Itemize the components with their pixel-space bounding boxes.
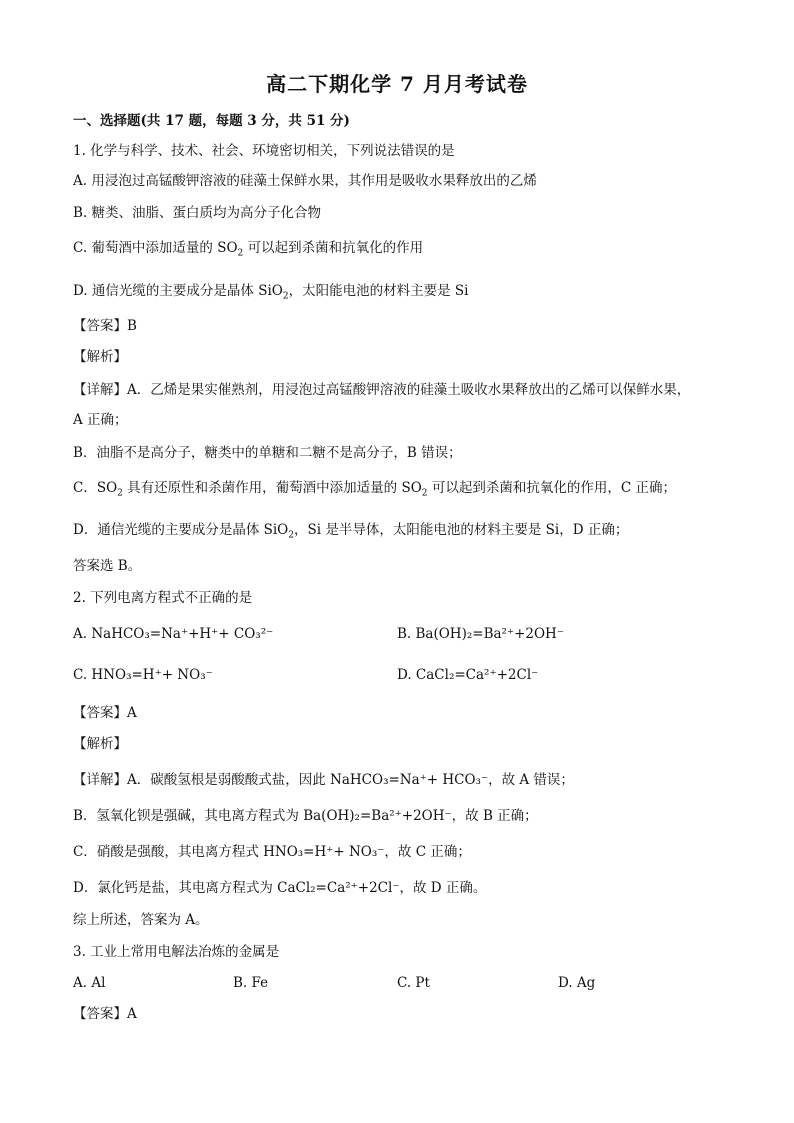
q1-option-b: B. 糖类、油脂、蛋白质均为高分子化合物 xyxy=(73,205,322,221)
q1-detail-4-sub: 2 xyxy=(288,530,294,541)
q2-analysis: 【解析】 xyxy=(73,736,127,752)
q2-detail-3: C．硝酸是强酸，其电离方程式 HNO₃=H⁺+ NO₃⁻，故 C 正确； xyxy=(73,844,471,860)
q2-option-c: C. HNO₃=H⁺+ NO₃⁻ xyxy=(73,667,213,683)
q2-option-d: D. CaCl₂=Ca²⁺+2Cl⁻ xyxy=(397,667,539,683)
q1-detail-3-text-3: 可以起到杀菌和抗氧化的作用，C 正确； xyxy=(427,480,676,496)
q1-answer: 【答案】B xyxy=(73,318,137,334)
q1-detail-3-text: C．SO xyxy=(73,480,118,496)
q1-c-text: C. 葡萄酒中添加适量的 SO xyxy=(73,240,238,256)
page-title: 高二下期化学 7 月月考试卷 xyxy=(266,72,528,96)
q2-detail-2: B．氢氧化钡是强碱，其电离方程式为 Ba(OH)₂=Ba²⁺+2OH⁻，故 B 正确； xyxy=(73,808,538,824)
q1-d-text: D. 通信光缆的主要成分是晶体 SiO xyxy=(73,283,283,299)
q1-stem: 1. 化学与科学、技术、社会、环境密切相关，下列说法错误的是 xyxy=(73,143,455,159)
section-heading: 一、选择题(共 17 题，每题 3 分，共 51 分) xyxy=(73,113,350,129)
q2-option-a: A. NaHCO₃=Na⁺+H⁺+ CO₃²⁻ xyxy=(73,626,274,642)
q2-stem: 2. 下列电离方程式不正确的是 xyxy=(73,590,253,606)
q3-option-c: C. Pt xyxy=(397,975,430,991)
q1-detail-4 xyxy=(73,520,628,540)
q2-detail-1: 【详解】A．碳酸氢根是弱酸酸式盐，因此 NaHCO₃=Na⁺+ HCO₃⁻，故 A 错误； xyxy=(73,772,574,788)
q1-detail-4-text: D．通信光缆的主要成分是晶体 SiO xyxy=(73,522,289,538)
q2-conclusion: 综上所述，答案为 A。 xyxy=(73,912,209,928)
q2-detail-4: D．氯化钙是盐，其电离方程式为 CaCl₂=Ca²⁺+2Cl⁻，故 D 正确。 xyxy=(73,880,487,896)
q1-detail-3-text-2: 具有还原性和杀菌作用，葡萄酒中添加适量的 SO xyxy=(122,480,422,496)
q1-detail-2: B．油脂不是高分子，糖类中的单糖和二糖不是高分子，B 错误； xyxy=(73,445,462,461)
q1-c-sub: 2 xyxy=(237,248,244,259)
q1-detail-1: 【详解】A．乙烯是果实催熟剂，用浸泡过高锰酸钾溶液的硅藻土吸收水果释放出的乙烯可以保鲜水果， xyxy=(73,382,691,398)
q3-stem: 3. 工业上常用电解法冶炼的金属是 xyxy=(73,944,280,960)
q1-detail-3-sub: 2 xyxy=(117,488,123,499)
q1-detail-3-sub-2: 2 xyxy=(421,488,428,499)
q1-c-text-2: 可以起到杀菌和抗氧化的作用 xyxy=(243,240,424,256)
q3-answer: 【答案】A xyxy=(73,1006,137,1022)
q1-option-d xyxy=(73,281,468,301)
q1-d-text-2: ，太阳能电池的材料主要是 Si xyxy=(288,283,469,299)
q1-detail-1b: A 正确； xyxy=(73,412,128,428)
q3-option-d: D. Ag xyxy=(558,975,596,991)
q1-detail-4-text-2: ，Si 是半导体，太阳能电池的材料主要是 Si，D 正确； xyxy=(293,522,629,538)
q1-analysis: 【解析】 xyxy=(73,349,127,365)
q1-option-a: A. 用浸泡过高锰酸钾溶液的硅藻土保鲜水果，其作用是吸收水果释放出的乙烯 xyxy=(73,173,537,189)
q1-option-c xyxy=(73,238,423,258)
q3-option-b: B. Fe xyxy=(233,975,269,991)
q1-d-sub: 2 xyxy=(282,291,289,302)
q3-option-a: A. Al xyxy=(73,975,106,991)
q1-conclusion: 答案选 B。 xyxy=(73,558,142,574)
q2-answer: 【答案】A xyxy=(73,705,137,721)
q1-detail-3 xyxy=(73,478,676,498)
q2-option-b: B. Ba(OH)₂=Ba²⁺+2OH⁻ xyxy=(397,626,564,642)
